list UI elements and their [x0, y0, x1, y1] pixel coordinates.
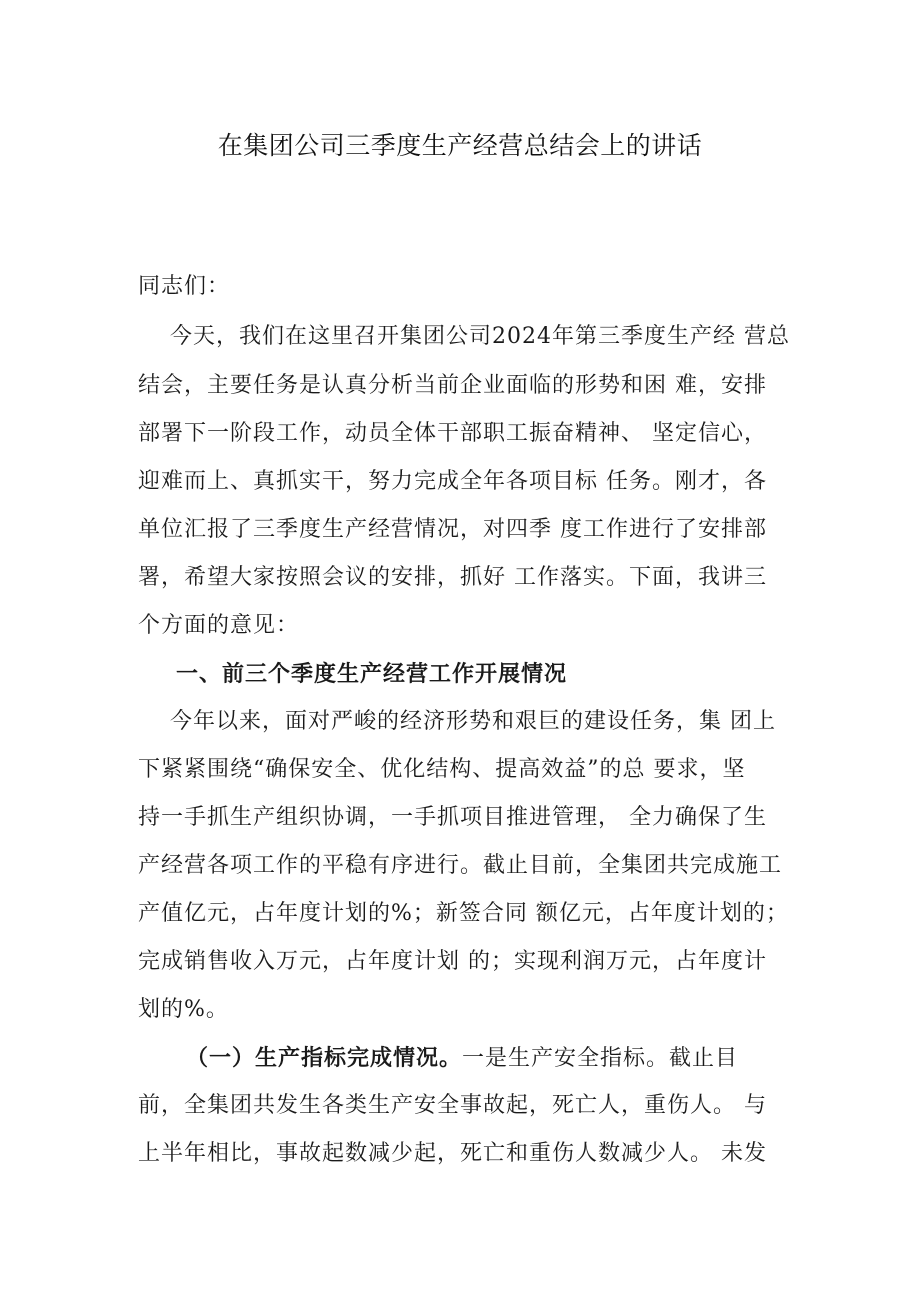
intro-line-3: 部署下一阶段工作，动员全体干部职工振奋精神、 坚定信心，	[138, 421, 767, 446]
subsection-line-1: 前，全集团共发生各类生产安全事故起，死亡人，重伤人。 与	[138, 1093, 767, 1118]
intro-line-4: 迎难而上、真抓实干，努力完成全年各项目标 任务。刚才，各	[138, 469, 767, 494]
section-line-3: 持一手抓生产组织协调，一手抓项目推进管理， 全力确保了生	[138, 805, 767, 830]
section-heading: 一、前三个季度生产经营工作开展情况	[176, 661, 568, 687]
section-line-1: 今年以来，面对严峻的经济形势和艰巨的建设任务，集 团上	[138, 709, 776, 734]
subsection-first-tail: 一是生产安全指标。截止目	[462, 1046, 739, 1071]
subsection-first-line	[186, 1043, 786, 1074]
greeting: 同志们：	[138, 274, 231, 299]
intro-line-6: 署，希望大家按照会议的安排，抓好 工作落实。下面，我讲三	[138, 565, 767, 590]
section-line-5: 产值亿元，占年度计划的%；新签合同 额亿元，占年度计划的；	[138, 901, 789, 926]
document-title: 在集团公司三季度生产经营总结会上的讲话	[217, 131, 703, 160]
section-line-7: 划的%。	[138, 997, 229, 1022]
subsection-line-2: 上半年相比，事故起数减少起，死亡和重伤人数减少人。 未发	[138, 1141, 767, 1166]
intro-line-5: 单位汇报了三季度生产经营情况，对四季 度工作进行了安排部	[138, 517, 767, 542]
section-line-6: 完成销售收入万元，占年度计划 的；实现利润万元，占年度计	[138, 949, 767, 974]
intro-line-1: 今天，我们在这里召开集团公司2024年第三季度生产经 营总	[138, 324, 790, 349]
section-line-2: 下紧紧围绕“确保安全、优化结构、提高效益”的总 要求，坚	[138, 757, 746, 782]
section-line-4: 产经营各项工作的平稳有序进行。截止目前，全集团共完成施工	[138, 853, 783, 878]
intro-line-2: 结会，主要任务是认真分析当前企业面临的形势和困 难，安排	[138, 373, 767, 398]
subsection-heading: （一）生产指标完成情况。	[186, 1045, 463, 1071]
intro-line-7: 个方面的意见：	[138, 613, 300, 638]
